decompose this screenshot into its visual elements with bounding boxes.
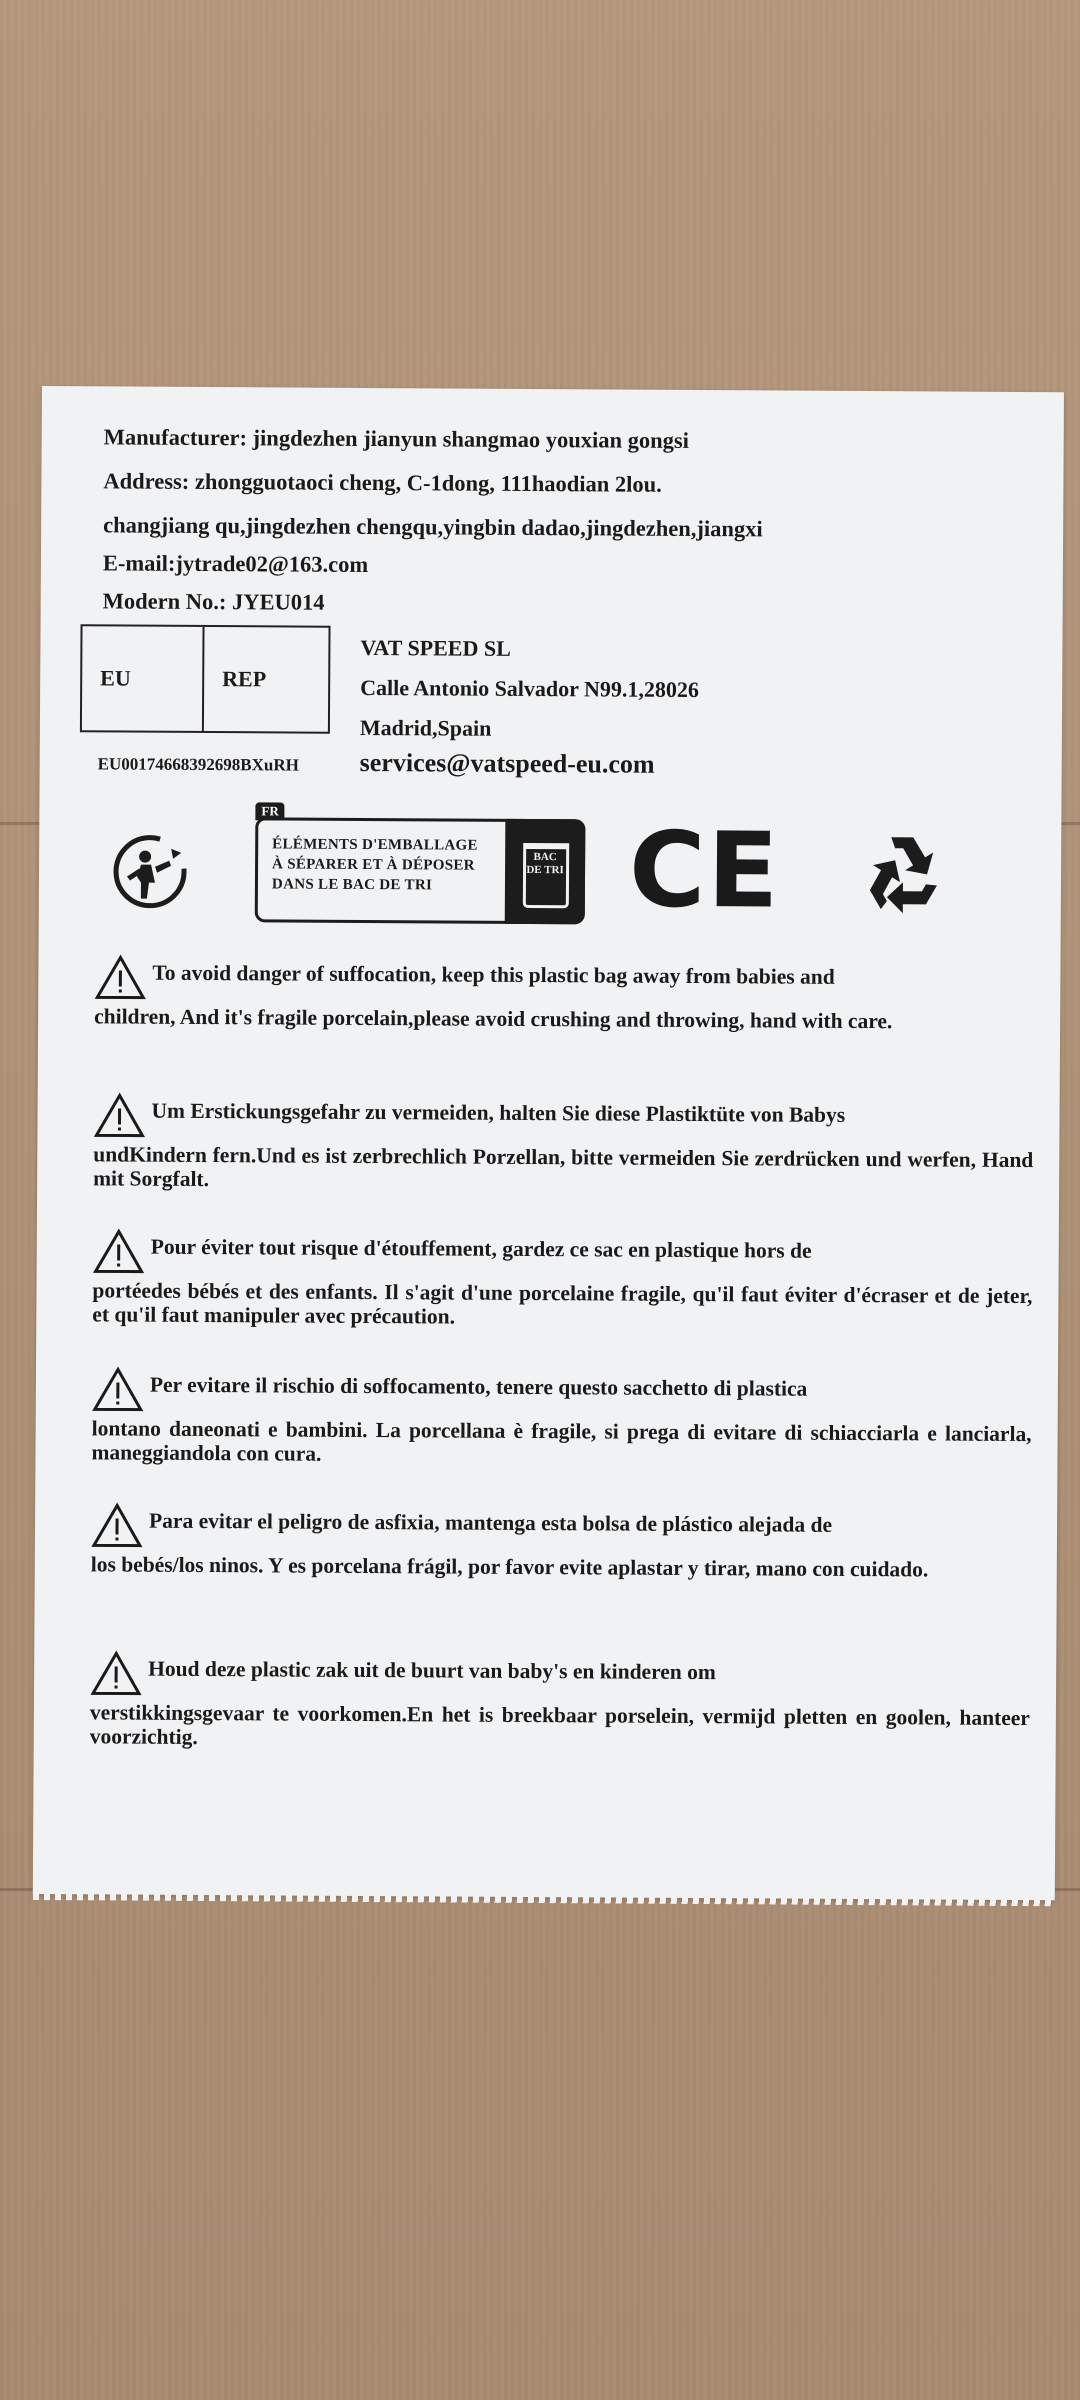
warning-de-line1: Um Erstickungsgefahr zu vermeiden, halten Sie diese Plastiktüte von Babys: [151, 1098, 846, 1127]
warning-nl-line1: Houd deze plastic zak uit de buurt van baby's en kinderen om: [148, 1656, 716, 1685]
fr-tag: FR: [255, 802, 284, 820]
warning-nl-rest: verstikkingsgevaar te voorkomen.En het is breekbaar porselein, vermijd pletten en goolen, hanteer voorzichtig.: [89, 1700, 1030, 1749]
recycle-icon: [853, 823, 954, 924]
model-number: Modern No.: JYEU014: [102, 588, 325, 615]
warning-en-line1: To avoid danger of suffocation, keep this plastic bag away from babies and: [152, 960, 835, 989]
eu-rep-city: Madrid,Spain: [359, 714, 492, 741]
fr-sorting-label-icon: [255, 803, 586, 924]
warning-de: [93, 1098, 1034, 1196]
warning-nl: [90, 1656, 1031, 1754]
eu-rep-address: [360, 628, 700, 750]
eu-rep-company: VAT SPEED SL: [360, 634, 511, 661]
triman-icon: [105, 826, 196, 917]
product-label: [33, 386, 1064, 1900]
warning-de-rest: undKindern fern.Und es ist zerbrechlich Porzellan, bitte vermeiden Sie zerdrücken und werfen, Hand mit Sorgfalt.: [93, 1142, 1034, 1192]
sorting-bin-icon: [505, 819, 586, 924]
eu-rep-street: Calle Antonio Salvador N99.1,28026: [360, 674, 700, 703]
address-line-1: Address: zhongguotaoci cheng, C-1dong, 111haodian 2lou.: [103, 468, 662, 497]
email-line: E-mail:jytrade02@163.com: [102, 550, 369, 577]
fr-line-1: ÉLÉMENTS D'EMBALLAGE: [272, 836, 478, 854]
warning-it-rest: lontano daneonati e bambini. La porcellana è fragile, si prega di evitare di schiacciarla e lanciarla, maneggiandola con cura.: [91, 1416, 1032, 1466]
warning-es-rest: los bebés/los ninos. Y es porcelana frágil, por favor evite aplastar y tirar, mano con cuidado.: [90, 1552, 929, 1582]
warning-fr-rest: portéedes bébés et des enfants. Il s'agit d'une porcelaine fragile, qu'il faut éviter d'écraser et de jeter, et qu'il faut manipuler avec précaution.: [92, 1278, 1033, 1329]
warning-en: [94, 960, 1034, 1034]
warning-en-rest: children, And it's fragile porcelain,please avoid crushing and throwing, hand with care.: [94, 1004, 893, 1034]
fr-sorting-text: [272, 834, 478, 895]
eu-rep-code: EU00174668392698BXuRH: [97, 754, 299, 775]
eu-cell: EU: [82, 626, 205, 731]
warning-it: [91, 1372, 1032, 1470]
bin-text: BAC DE TRI: [526, 851, 564, 877]
warning-it-line1: Per evitare il rischio di soffocamento, tenere questo sacchetto di plastica: [149, 1372, 808, 1401]
warning-es: [91, 1508, 1031, 1582]
address-line-2: changjiang qu,jingdezhen chengqu,yingbin dadao,jingdezhen,jiangxi: [103, 512, 763, 542]
warning-fr-line1: Pour éviter tout risque d'étouffement, gardez ce sac en plastique hors de: [150, 1234, 812, 1263]
rep-cell: REP: [222, 666, 267, 692]
manufacturer-line: Manufacturer: jingdezhen jianyun shangmao youxian gongsi: [103, 424, 690, 453]
warning-fr: [92, 1234, 1033, 1332]
warning-es-line1: Para evitar el peligro de asfixia, mantenga esta bolsa de plástico alejada de: [148, 1508, 833, 1537]
ce-mark-icon: CE: [628, 808, 781, 932]
fr-line-3: DANS LE BAC DE TRI: [271, 876, 433, 894]
fr-line-2: À SÉPARER ET À DÉPOSER: [272, 856, 475, 874]
compliance-icons-row: [95, 804, 996, 939]
eu-rep-box: [80, 624, 331, 734]
eu-rep-email: services@vatspeed-eu.com: [359, 747, 655, 779]
